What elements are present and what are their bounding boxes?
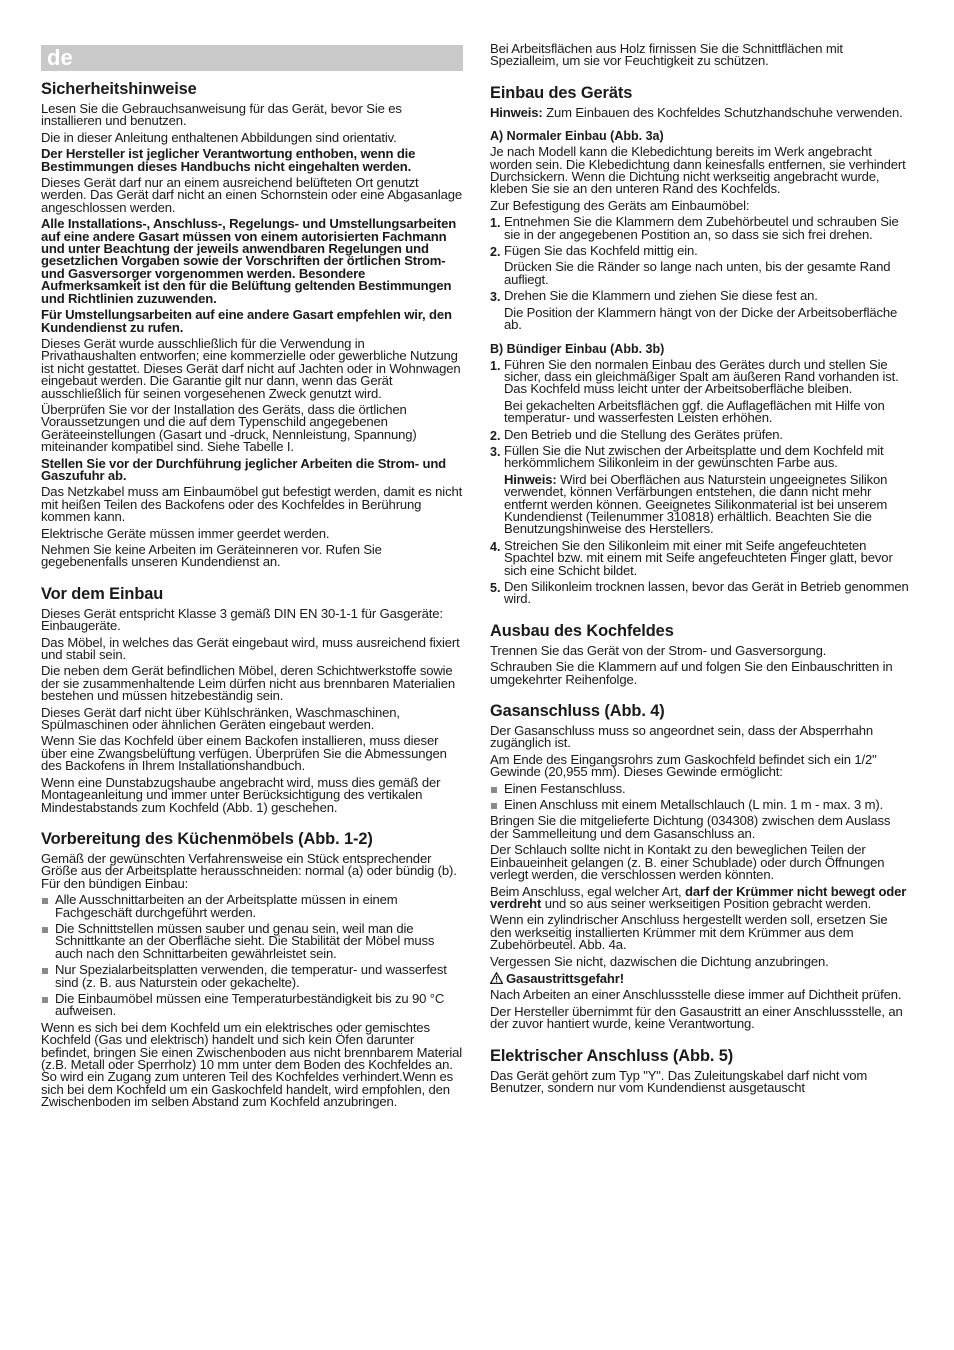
step-text: Den Betrieb und die Stellung des Gerätes prüfen. <box>504 426 783 442</box>
heading-gas-connection: Gasanschluss (Abb. 4) <box>490 702 665 721</box>
paragraph: Das Netzkabel muss am Einbaumöbel gut befestigt werden, damit es nicht mit heißen Teilen des Backofens oder des Kochfeldes in Berührung kommen kann. <box>41 484 463 525</box>
step-text: Fügen Sie das Kochfeld mittig ein. <box>504 243 698 259</box>
step-text: Füllen Sie die Nut zwischen der Arbeitsplatte und dem Kochfeld mit herkömmlichem Silikonleim in der gewünschten Farbe aus. <box>504 442 884 471</box>
paragraph: Bei Arbeitsflächen aus Holz firnissen Sie die Schnittflächen mit Spezialleim, um sie vor Feuchtigkeit zu schützen. <box>490 41 843 69</box>
heading-before-installation: Vor dem Einbau <box>41 584 164 603</box>
step-item <box>490 426 912 443</box>
step-number: 5. <box>490 581 501 595</box>
paragraph: Dieses Gerät wurde ausschließlich für die Verwendung in Privathaushalten entworfen; eine kommerzielle oder gewerbliche Nutzung ist nicht gestattet. Dieses Gerät darf nicht auf Jachten oder in Wohnwagen eingebaut werden. Die Garantie gilt nur dann, wenn das Gerät ausschließlich für seinen vorgesehenen Zweck genutzt wird. <box>41 335 461 401</box>
paragraph: Lesen Sie die Gebrauchsanweisung für das Gerät, bevor Sie es installieren und benutzen. <box>41 101 402 129</box>
bold-paragraph: Der Hersteller ist jeglicher Verantwortung enthoben, wenn die Bestimmungen dieses Handbuchs nicht eingehalten werden. <box>41 146 416 174</box>
step-item <box>490 216 912 241</box>
hint-text: Wird bei Oberflächen aus Naturstein ungeeignetes Silikon verwendet, können Verfärbungen entstehen, die dann nicht mehr entfernt werden können. Geeignetes Silikonmaterial ist bei unserem Kundendienst (Teilenummer 310818) erhältlich. Beachten Sie die Benutzungshinweise des Herstellers. <box>504 471 888 537</box>
paragraph: Vergessen Sie nicht, dazwischen die Dichtung anzubringen. <box>490 953 829 969</box>
step-item <box>490 290 912 331</box>
heading-cabinet-preparation: Vorbereitung des Küchenmöbels (Abb. 1-2) <box>41 829 373 848</box>
step-text: Führen Sie den normalen Einbau des Gerätes durch und stellen Sie sicher, dass ein gleichmäßiger Spalt am äußeren Rand vorhanden ist. Das Kochfeld muss leicht unter der Arbeitsoberfläche bleiben. <box>504 356 899 397</box>
paragraph: Dieses Gerät darf nicht über Kühlschränken, Waschmaschinen, Spülmaschinen oder ähnlichen Geräten eingebaut werden. <box>41 704 400 733</box>
step-text: Streichen Sie den Silikonleim mit einer mit Seife angefeuchteten Spachtel bzw. mit einem mit Seife angefeuchteten Finger glatt, bevor sich eine Schicht bildet. <box>504 537 893 578</box>
subheading-flush-installation: B) Bündiger Einbau (Abb. 3b) <box>490 341 665 356</box>
list-item <box>41 990 463 1019</box>
hint-label: Hinweis: <box>490 104 543 120</box>
paragraph: Wenn ein zylindrischer Anschluss hergestellt werden soll, ersetzen Sie den werkseitig installierten Krümmer mit dem Krümmer aus dem Zubehörbeutel. Abb. 4a. <box>490 912 888 953</box>
bold-paragraph: Stellen Sie vor der Durchführung jeglicher Arbeiten die Strom- und Gaszufuhr ab. <box>41 455 447 483</box>
step-subtext: Drücken Sie die Ränder so lange nach unten, bis der gesamte Rand aufliegt. <box>504 259 891 287</box>
paragraph: Zur Befestigung des Geräts am Einbaumöbel: <box>490 197 750 213</box>
paragraph: Trennen Sie das Gerät von der Strom- und Gasversorgung. <box>490 642 827 658</box>
bullet-square-icon <box>42 968 48 974</box>
paragraph: Das Möbel, in welches das Gerät eingebaut wird, muss ausreichend fixiert und stabil sein. <box>41 634 460 663</box>
step-item <box>490 581 912 606</box>
step-item <box>490 537 912 578</box>
list-item-text: Alle Ausschnittarbeiten an der Arbeitsplatte müssen in einem Fachgeschäft durchgeführt werden. <box>55 892 398 920</box>
list-item <box>41 894 463 919</box>
subheading-normal-installation: A) Normaler Einbau (Abb. 3a) <box>490 129 664 144</box>
hint-paragraph <box>504 471 912 537</box>
step-number: 2. <box>490 428 501 443</box>
paragraph: Wenn eine Dunstabzugshaube angebracht wird, muss dies gemäß der Montageanleitung und immer unter Berücksichtigung des vertikalen Mindestabstands zum Kochfeld (Abb. 1) geschehen. <box>41 774 441 815</box>
bullet-square-icon <box>42 898 48 904</box>
paragraph: Schrauben Sie die Klammern auf und folgen Sie den Einbauschritten in umgekehrter Reihenfolge. <box>490 659 893 687</box>
paragraph <box>490 883 912 911</box>
bullet-square-icon <box>491 803 497 809</box>
step-item <box>490 245 912 286</box>
list-item <box>490 780 912 796</box>
bold-paragraph: Alle Installations-, Anschluss-, Regelungs- und Umstellungsarbeiten auf eine andere Gasart müssen von einem autorisierten Fachmann und unter Beachtung der jeweils anwendbaren Regelungen und gesetzlichen Vorgaben sowie der Vorschriften der örtlichen Strom- und Gasversorger vorgenommen werden. Besondere Aufmerksamkeit ist den für die Belüftung geltenden Bestimmungen und Richtlinien zuzuwenden. <box>41 216 457 306</box>
left-column <box>41 80 463 1113</box>
step-number: 3. <box>490 444 501 459</box>
bullet-square-icon <box>42 927 48 933</box>
step-item <box>490 356 912 426</box>
bullet-square-icon <box>42 997 48 1003</box>
list-item-text: Nur Spezialarbeitsplatten verwenden, die temperatur- und wasserfest sind (z. B. aus Naturstein oder gekachelte). <box>55 962 447 990</box>
paragraph: Die in dieser Anleitung enthaltenen Abbildungen sind orientativ. <box>41 129 397 145</box>
step-text: Drehen Sie die Klammern und ziehen Sie diese fest an. <box>504 288 818 304</box>
paragraph: Der Schlauch sollte nicht in Kontakt zu den beweglichen Teilen der Einbaueinheit gelangen (z. B. einer Schublade) oder durch Öffnungen verlegt werden, die verschlossen werden könnten. <box>490 842 885 883</box>
step-number: 4. <box>490 539 501 554</box>
paragraph: Gemäß der gewünschten Verfahrensweise ein Stück entsprechender Größe aus der Arbeitsplatte herausschneiden: normal (a) oder bündig (b). Für den bündigen Einbau: <box>41 850 457 891</box>
hint-text: Zum Einbauen des Kochfeldes Schutzhandschuhe verwenden. <box>542 104 903 120</box>
paragraph: Bringen Sie die mitgelieferte Dichtung (034308) zwischen dem Auslass der Sammelleitung und dem Gasanschluss an. <box>490 813 891 841</box>
heading-electrical-connection: Elektrischer Anschluss (Abb. 5) <box>490 1046 734 1065</box>
heading-removal: Ausbau des Kochfeldes <box>490 621 674 640</box>
paragraph: Wenn Sie das Kochfeld über einem Backofen installieren, muss dieser über eine Zwangsbelüftung verfügen. Überprüfen Sie die Abmessungen des Backofens in Ihrem Installationshandbuch. <box>41 733 447 774</box>
paragraph: Dieses Gerät darf nur an einem ausreichend belüfteten Ort genutzt werden. Das Gerät darf nicht an einen Schornstein oder eine Abgasanlage angeschlossen werden. <box>41 175 462 215</box>
warning-triangle-icon <box>490 972 503 984</box>
step-number: 1. <box>490 216 501 231</box>
step-item <box>490 442 912 537</box>
hint-label: Hinweis: <box>504 471 557 487</box>
list-item-text: Die Schnittstellen müssen sauber und genau sein, weil man die Schnittkante an der Oberfläche sieht. Die Stabilität der Möbel muss auch nach den Schnittarbeiten gewährleistet sein. <box>55 920 435 961</box>
list-item <box>41 920 463 961</box>
warning-text: Gasaustrittsgefahr! <box>506 970 624 986</box>
step-subtext: Bei gekachelten Arbeitsflächen ggf. die Auflageflächen mit Hilfe von temperatur- und wasserfesten Leisten erhöhen. <box>504 397 885 426</box>
paragraph: Nach Arbeiten an einer Anschlussstelle diese immer auf Dichtheit prüfen. <box>490 987 902 1003</box>
right-column <box>490 43 912 1098</box>
paragraph: Das Gerät gehört zum Typ "Y". Das Zuleitungskabel darf nicht vom Benutzer, sondern nur vom Kundendienst ausgetauscht <box>490 1067 868 1095</box>
list-item-text: Die Einbaumöbel müssen eine Temperaturbeständigkeit bis zu 90 °C aufweisen. <box>55 990 445 1019</box>
text-run: und so aus seiner werkseitigen Position gebracht werden. <box>541 895 872 911</box>
bold-paragraph: Für Umstellungsarbeiten auf eine andere Gasart empfehlen wir, den Kundendienst zu rufen. <box>41 307 452 335</box>
list-item-text: Einen Festanschluss. <box>504 780 626 796</box>
paragraph: Je nach Modell kann die Klebedichtung bereits im Werk angebracht worden sein. Die Klebedichtung dann keinesfalls entfernen, sie verhindert Durchsickern. Wenn die Dichtung nicht werkseitig angebracht wurde, kleben Sie sie an den unteren Rand des Kochfelds. <box>490 144 906 197</box>
paragraph: Die neben dem Gerät befindlichen Möbel, deren Schichtwerkstoffe sowie der sie zusammenhaltende Leim dürfen nicht aus brennbaren Materialien bestehen und müssen hitzebeständig sein. <box>41 663 455 704</box>
language-tab: de <box>41 45 463 71</box>
paragraph: Der Gasanschluss muss so angeordnet sein, dass der Absperrhahn zugänglich ist. <box>490 723 874 751</box>
bullet-square-icon <box>491 787 497 793</box>
step-number: 2. <box>490 245 501 260</box>
paragraph: Wenn es sich bei dem Kochfeld um ein elektrisches oder gemischtes Kochfeld (Gas und elektrisch) handelt und sich kein Öfen darunter befindet, bringen Sie einen Zwischenboden aus nicht brennbarem Material (z.B. Metall oder Sperrholz) 10 mm unter dem Boden des Kochfeldes an. So wird ein Zugang zum unteren Teil des Kochfeldes verhindert.Wenn es sich bei dem Kochfeld um ein Gaskochfeld handelt, wird empfohlen, den Zwischenboden im selben Abstand zum Kochfeld anzubringen. <box>41 1019 462 1110</box>
list-item <box>41 964 463 989</box>
step-number: 3. <box>490 290 501 305</box>
text-run: Beim Anschluss, egal welcher Art, <box>490 883 686 899</box>
list-item-text: Einen Anschluss mit einem Metallschlauch (L min. 1 m - max. 3 m). <box>504 797 884 813</box>
step-subtext: Die Position der Klammern hängt von der Dicke der Arbeitsoberfläche ab. <box>504 304 898 333</box>
warning-line <box>490 972 912 985</box>
step-text: Den Silikonleim trocknen lassen, bevor das Gerät in Betrieb genommen wird. <box>504 579 909 607</box>
paragraph: Am Ende des Eingangsrohrs zum Gaskochfeld befindet sich ein 1/2" Gewinde (20,955 mm). Dieses Gewinde ermöglicht: <box>490 751 877 780</box>
step-number: 1. <box>490 358 501 373</box>
paragraph: Dieses Gerät entspricht Klasse 3 gemäß DIN EN 30-1-1 für Gasgeräte: Einbaugeräte. <box>41 605 443 634</box>
paragraph: Überprüfen Sie vor der Installation des Geräts, dass die örtlichen Voraussetzungen und die auf dem Typenschild angegebenen Geräteeinstellungen (Gasart und -druck, Nennleistung, Spannung) miteinander kompatibel sind. Siehe Tabelle I. <box>41 401 417 455</box>
step-text: Entnehmen Sie die Klammern dem Zubehörbeutel und schrauben Sie sie in der angegebenen Postition an, so dass sie sich frei drehen. <box>504 214 899 242</box>
list-item <box>490 799 912 811</box>
paragraph: Elektrische Geräte müssen immer geerdet werden. <box>41 525 330 541</box>
paragraph: Der Hersteller übernimmt für den Gasaustritt an einer Anschlussstelle, an der zuvor hantiert wurde, keine Verantwortung. <box>490 1003 903 1032</box>
heading-safety: Sicherheitshinweise <box>41 80 197 98</box>
bold-text-run: darf der Krümmer nicht bewegt oder verdreht <box>490 883 907 911</box>
heading-installation: Einbau des Geräts <box>490 83 633 102</box>
paragraph: Nehmen Sie keine Arbeiten im Geräteinneren vor. Rufen Sie gegebenenfalls unseren Kundendienst an. <box>41 542 382 570</box>
hint-paragraph <box>490 104 912 120</box>
